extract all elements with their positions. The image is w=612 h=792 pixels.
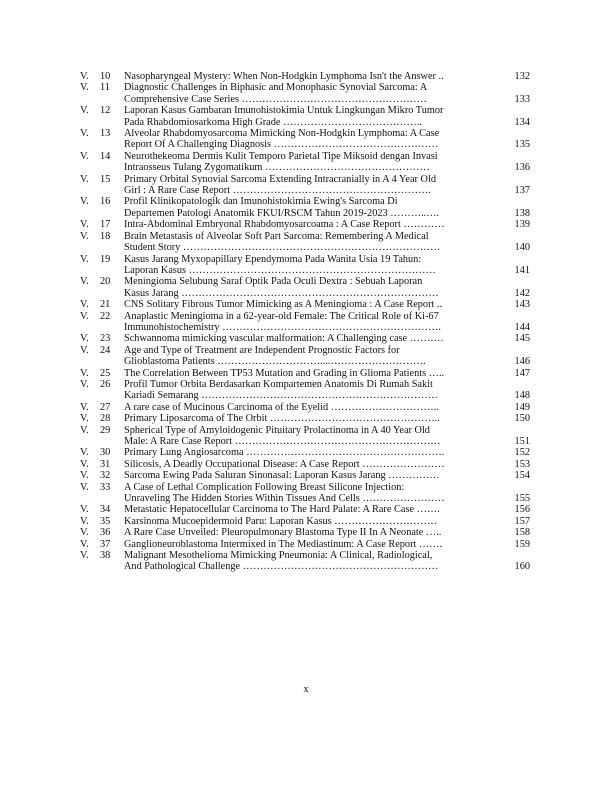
toc-entry [80, 174, 530, 197]
toc-entry-title: A Case of Lethal Complication Following Breast Silicone Injection: Unraveling The Hidden Stories Within Tissues And Cells …………………… [124, 481, 445, 505]
toc-entry [80, 504, 530, 515]
toc-entry-number: 15 [100, 173, 111, 185]
toc-entry-number: 23 [100, 333, 111, 345]
toc-entry [80, 368, 530, 379]
toc-entry [80, 539, 530, 550]
toc-entry-number: 22 [100, 310, 111, 322]
toc-entry-number: 34 [100, 504, 111, 516]
toc-entry-title: Primary Liposarcoma of The Orbit ………………………………………….. [124, 413, 440, 425]
toc-entry [80, 459, 530, 470]
toc-page-number: 151 [514, 436, 530, 447]
toc-entry [80, 527, 530, 538]
toc-entry [80, 219, 530, 230]
toc-page-number: 142 [514, 287, 530, 299]
toc-page-number: 138 [514, 207, 530, 219]
toc-entry-number: 11 [100, 82, 110, 94]
toc-entry-title: Primary Orbital Synovial Sarcoma Extending Intracranially in A 4 Year Old Girl : A Rare Case Report …………………………………………………. [124, 173, 436, 197]
toc-entry-number: 26 [100, 378, 111, 390]
toc-page-number: 153 [514, 458, 530, 470]
toc-entry-number: 18 [100, 230, 111, 242]
toc-entry-title: Intra-Abdominal Embryonal Rhabdomyosarcoama : A Case Report ………… [124, 219, 445, 231]
toc-entry-title: CNS Solitary Fibrous Tumor Mimicking as A Meningioma : A Case Report .. [124, 299, 443, 311]
toc-entry-title: Profil Klinikopatologik dan Imunohistokimia Ewing's Sarcoma Di Departemen Patologi Anatomik FKUI/RSCM Tahun 2019-2023 ………..…. [124, 196, 440, 219]
toc-entry-title: Karsinoma Mucoepidermoid Paru: Laporan Kasus ………………………… [124, 515, 438, 527]
toc-chapter-label: V. [80, 333, 89, 345]
toc-entry-number: 19 [100, 253, 111, 265]
toc-entry-title: Silicosis, A Deadly Occupational Disease: A Case Report …………………… [124, 458, 445, 470]
toc-entry-number: 31 [100, 458, 111, 470]
toc-chapter-label: V. [80, 538, 89, 550]
toc-entry-number: 37 [100, 538, 111, 550]
toc-page-number: 159 [514, 538, 530, 550]
toc-entry-number: 16 [100, 196, 111, 208]
toc-entry-title: Kasus Jarang Myxopapillary Ependymoma Pada Wanita Usia 19 Tahun: Laporan Kasus ……………………………………………………………… [124, 253, 436, 276]
toc-entry [80, 402, 530, 413]
toc-chapter-label: V. [80, 527, 89, 539]
toc-entry [80, 276, 530, 299]
toc-entry [80, 333, 530, 344]
toc-entry-number: 35 [100, 515, 111, 527]
toc-page-number: 139 [514, 219, 530, 231]
toc-chapter-label: V. [80, 253, 89, 265]
toc-chapter-label: V. [80, 413, 89, 425]
toc-chapter-label: V. [80, 515, 89, 527]
toc-chapter-label: V. [80, 196, 89, 208]
toc-entry-number: 33 [100, 481, 111, 493]
toc-entry-number: 13 [100, 128, 111, 140]
toc-entry [80, 447, 530, 458]
toc-chapter-label: V. [80, 504, 89, 516]
toc-chapter-label: V. [80, 71, 89, 82]
toc-chapter-label: V. [80, 550, 89, 562]
toc-entry-number: 36 [100, 527, 111, 539]
toc-chapter-label: V. [80, 230, 89, 242]
toc-page-number: 158 [514, 527, 530, 539]
toc-chapter-label: V. [80, 447, 89, 459]
toc-entry-number: 29 [100, 424, 111, 436]
toc-entry-number: 17 [100, 219, 111, 231]
toc-entry-title: Ganglioneuroblastoma Intermixed in The Mediastinum: A Case Report ……. [124, 538, 443, 550]
toc-entry-title: Anaplastic Meningioma in a 62-year-old Female: The Critical Role of Ki-67 Immunohistochemistry ………………………………………………………. [124, 310, 441, 333]
toc-page-number: 157 [514, 515, 530, 527]
toc-chapter-label: V. [80, 424, 89, 436]
page-number: x [303, 684, 309, 695]
toc-page-number: 133 [514, 93, 530, 105]
toc-entry-title: Meningioma Selubung Saraf Optik Pada Oculi Dextra : Sebuah Laporan Kasus Jarang ………………………………………………………………… [124, 276, 439, 299]
toc-entry-title: Schwannoma mimicking vascular malformation: A Challenging case ………. [124, 333, 444, 345]
toc-chapter-label: V. [80, 367, 89, 379]
toc-entry-title: Brain Metastasis of Alveolar Soft Part Sarcoma: Remembering A Medical Student Story ………………………………………………………………… [124, 230, 441, 254]
toc-entry-number: 28 [100, 413, 111, 425]
toc-chapter-label: V. [80, 299, 89, 311]
toc-entry [80, 516, 530, 527]
toc-entry [80, 71, 530, 82]
toc-entry-title: Profil Tumor Orbita Berdasarkan Kompartemen Anatomis Di Rumah Sakit Kariadi Semarang …………………………………………………………… [124, 378, 439, 402]
toc-page-number: 155 [514, 493, 530, 505]
toc-page-number: 150 [514, 413, 530, 425]
toc-page-number: 137 [514, 185, 530, 197]
toc-entry-title: A rare case of Mucinous Carcinoma of the Eyelid ………………………….. [124, 401, 439, 413]
toc-entry-title: A Rare Case Unveiled: Pleuropulmonary Blastoma Type II In A Neonate ….. [124, 527, 442, 539]
toc-chapter-label: V. [80, 481, 89, 493]
toc-chapter-label: V. [80, 219, 89, 231]
toc-page-number: 144 [514, 321, 530, 333]
toc-page-number: 135 [514, 139, 530, 151]
toc-entry [80, 196, 530, 219]
toc-chapter-label: V. [80, 458, 89, 470]
toc-entry-number: 32 [100, 470, 111, 482]
toc-entry-title: Primary Lung Angiosarcoma …………………………………………………. [124, 447, 445, 459]
toc-entry [80, 470, 530, 481]
toc-page-number: 152 [514, 447, 530, 459]
toc-page-number: 160 [514, 561, 530, 573]
toc-chapter-label: V. [80, 378, 89, 390]
toc-entry-number: 30 [100, 447, 111, 459]
toc-page-number: 146 [514, 356, 530, 368]
toc-entry-number: 25 [100, 367, 111, 379]
toc-entry [80, 550, 530, 573]
toc-entry [80, 311, 530, 334]
toc-chapter-label: V. [80, 150, 89, 162]
toc-entry-title: Spherical Type of Amyloidogenic Pituitary Prolactinoma in A 40 Year Old Male: A Rare Case Report …………………………………………………… [124, 424, 441, 447]
toc-entry [80, 299, 530, 310]
toc-entry [80, 82, 530, 105]
toc-entry [80, 254, 530, 277]
toc-entry-title: Sarcoma Ewing Pada Saluran Sinonasal: Laporan Kasus Jarang …………… [124, 470, 440, 482]
toc-entry-title: Metastatic Hepatocellular Carcinoma to The Hard Palate: A Rare Case ……. [124, 504, 440, 516]
toc-page-number: 141 [514, 264, 530, 276]
toc-entry [80, 231, 530, 254]
toc-entry-title: The Correlation Between TP53 Mutation and Grading in Glioma Patients ….. [124, 367, 445, 379]
toc-entry-number: 38 [100, 550, 111, 562]
toc-chapter-label: V. [80, 173, 89, 185]
toc-page-number: 136 [514, 162, 530, 174]
toc-entry-title: Neurothekeoma Dermis Kulit Temporo Parietal Tipe Miksoid dengan Invasi Intraosseus Tulang Zygomatikum ………………………………………… [124, 150, 438, 174]
toc-entry [80, 413, 530, 424]
toc-chapter-label: V. [80, 344, 89, 356]
toc-page-number: 156 [514, 504, 530, 516]
toc-page-number: 148 [514, 390, 530, 402]
toc-entry-number: 24 [100, 344, 111, 356]
toc-page-number: 132 [514, 71, 530, 82]
toc-entry-number: 12 [100, 105, 111, 117]
toc-page-number: 143 [514, 299, 530, 311]
toc-entry-number: 20 [100, 276, 111, 288]
toc-page-number: 145 [514, 333, 530, 345]
toc-entry-title: Alveolar Rhabdomyosarcoma Mimicking Non-Hodgkin Lymphoma: A Case Report Of A Challenging Diagnosis ………………………………………… [124, 128, 440, 151]
toc-entry-number: 14 [100, 150, 111, 162]
toc-chapter-label: V. [80, 128, 89, 140]
toc-entry [80, 379, 530, 402]
toc-chapter-label: V. [80, 470, 89, 482]
table-of-contents [80, 71, 530, 573]
toc-entry [80, 128, 530, 151]
toc-entry-title: Malignant Mesothelioma Mimicking Pneumonia: A Clinical, Radiological, And Pathological Challenge ………………………………………………… [124, 550, 439, 573]
toc-entry [80, 345, 530, 368]
toc-page-number: 149 [514, 401, 530, 413]
toc-entry-title: Nasopharyngeal Mystery: When Non-Hodgkin Lymphoma Isn't the Answer .. [124, 71, 444, 82]
toc-page-number: 140 [514, 242, 530, 254]
toc-chapter-label: V. [80, 82, 89, 94]
toc-entry-title: Diagnostic Challenges in Biphasic and Monophasic Synovial Sarcoma: A Comprehensive Case Series ……………………………………………… [124, 82, 428, 105]
toc-chapter-label: V. [80, 276, 89, 288]
toc-page-number: 147 [514, 367, 530, 379]
toc-entry [80, 151, 530, 174]
toc-entry-title: Laporan Kasus Gambaran Imunohistokimia Untuk Lingkungan Mikro Tumor Pada Rhabdomiosarkoma High Grade ………………………………….. [124, 105, 444, 128]
toc-chapter-label: V. [80, 310, 89, 322]
toc-page-number: 134 [514, 116, 530, 128]
toc-entry [80, 425, 530, 448]
toc-entry [80, 105, 530, 128]
toc-entry-number: 10 [100, 71, 111, 82]
toc-chapter-label: V. [80, 401, 89, 413]
toc-page-number: 154 [514, 470, 530, 482]
toc-entry [80, 482, 530, 505]
toc-entry-number: 21 [100, 299, 111, 311]
toc-entry-number: 27 [100, 401, 111, 413]
toc-entry-title: Age and Type of Treatment are Independent Prognostic Factors for Glioblastoma Patients …………………………....………………………. [124, 344, 426, 368]
toc-chapter-label: V. [80, 105, 89, 117]
